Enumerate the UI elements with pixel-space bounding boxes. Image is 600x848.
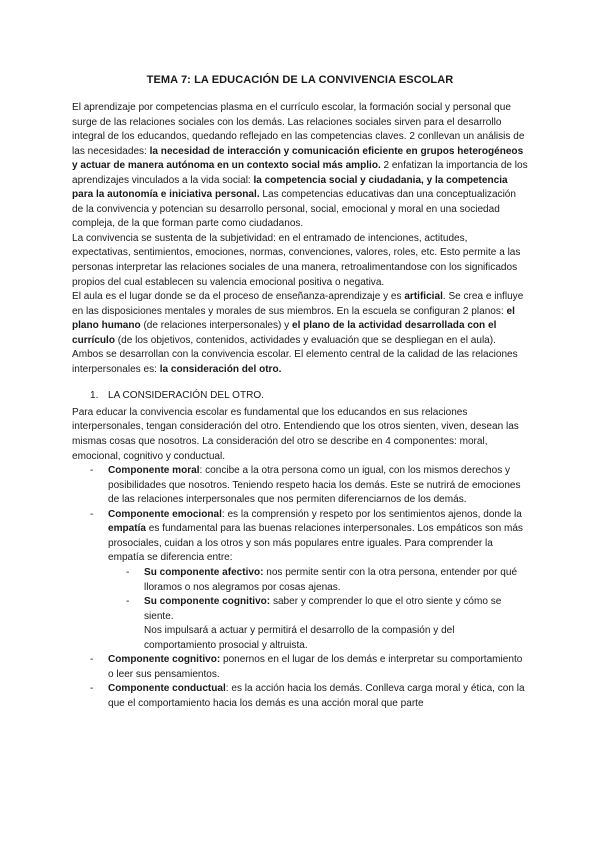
- sub-item-cognitivo: [72, 595, 528, 624]
- text-run: Las competencias educativas dan una conceptualización de la convivencia y potencian su desarrollo personal, social, emocional y moral en una sociedad compleja, de la que forman parte como ciudadanos.: [72, 189, 516, 230]
- bold-run: la necesidad de interacción y comunicación eficiente en grupos heterogéneos y actuar de manera autónoma en un contexto social más amplio.: [72, 145, 524, 172]
- bold-run: artificial: [404, 291, 443, 303]
- text-run: El aula es el lugar donde se da el proceso de enseñanza-aprendizaje y es: [72, 291, 405, 303]
- text-run: (de relaciones interpersonales) y: [140, 320, 292, 332]
- bold-run: la competencia social y ciudadania, y la competencia para la autonomía e iniciativa personal.: [72, 174, 508, 201]
- bold-run: empatía: [108, 523, 146, 535]
- text-run: El aprendizaje por competencias plasma en el currículo escolar, la formación social y personal que surge de las relaciones sociales con los demás. Las relaciones sociales sirven para el desarrollo integral de los educandos, quedando reflejado en las competencias claves. 2 conllevan un análisis de las necesidades:: [72, 102, 525, 157]
- section-heading: [72, 389, 528, 404]
- list-bullet: -: [90, 508, 94, 520]
- text-run: : es la comprensión y respeto por los sentimientos ajenos, donde la: [221, 508, 522, 520]
- text-run: 2 enfatizan la importancia de los aprendizajes vinculados a la vida social:: [72, 160, 528, 186]
- sub-item-afectivo: [72, 566, 528, 595]
- list-item-conductual: [72, 682, 528, 711]
- text-run: : concibe a la otra persona como un igual, con los mismos derechos y posibilidades que nosotros. Teniendo respeto hacia los demás. Este se nutrirá de emociones de las relaciones interpersonales que nos permiten diferenciarnos de los demás.: [108, 465, 521, 506]
- text-run: : es la acción hacia los demás. Conlleva carga moral y ética, con la que el comportamiento hacia los demás es una acción moral que parte: [108, 683, 525, 709]
- bold-run: Componente cognitivo:: [108, 654, 221, 666]
- bold-run: el plano de la actividad desarrollada con el currículo: [72, 320, 497, 346]
- list-bullet: -: [126, 596, 130, 608]
- bold-run: Componente emocional: [108, 508, 222, 520]
- text-run: ponernos en el lugar de los demás e interpretar su comportamiento o leer sus pensamientos.: [108, 654, 523, 680]
- bold-run: Componente moral: [108, 465, 200, 477]
- section-number: 1.: [90, 390, 99, 402]
- list-item-emocional: [72, 508, 528, 566]
- section-heading-text: LA CONSIDERACIÓN DEL OTRO.: [108, 390, 264, 402]
- bold-run: Componente conductual: [108, 683, 226, 695]
- list-item-moral: [72, 464, 528, 508]
- components-list: [72, 464, 528, 711]
- bold-run: Su componente afectivo:: [144, 566, 264, 578]
- text-run: (de los objetivos, contenidos, actividades y evaluación que se despliegan en el aula). Ambos se desarrollan con la convivencia escolar. El elemento central de la calidad de las relaciones interpersonales es:: [72, 334, 518, 375]
- classroom-paragraph: [72, 290, 528, 377]
- page-title: TEMA 7: LA EDUCACIÓN DE LA CONVIVENCIA ESCOLAR: [146, 74, 454, 86]
- sub-item-continuation: Nos impulsará a actuar y permitirá el desarrollo de la compasión y del comportamiento prosocial y altruista.: [144, 625, 455, 651]
- subjectivity-paragraph: La convivencia se sustenta de la subjetividad: en el entramado de intenciones, actitudes, expectativas, sentimientos, emociones, normas, convenciones, valores, roles, etc. Esto permite a las personas interpretar las relaciones sociales de una manera, retroalimentandose con los significados propios del cual establecen su valencia emocional positiva o negativa.: [72, 232, 521, 288]
- list-bullet: -: [90, 465, 94, 477]
- text-run: nos permite sentir con la otra persona, entender por qué lloramos o nos alegramos por cosas ajenas.: [144, 566, 518, 593]
- list-bullet: -: [90, 654, 94, 666]
- bold-run: la consideración del otro.: [159, 363, 282, 375]
- text-run: saber y comprender lo que el otro siente y cómo se siente.: [144, 596, 502, 622]
- text-run: es fundamental para las buenas relaciones interpersonales. Los empáticos son más prosociales, cuidan a los otros y son más populares entre iguales. Para comprender la empatía se diferencia entre:: [108, 523, 523, 564]
- section-intro-paragraph: Para educar la convivencia escolar es fundamental que los educandos en sus relaciones interpersonales, tengan consideración del otro. Entendiendo que los otros sienten, viven, desean las mismas cosas que nosotros. La consideración del otro se describe en 4 componentes: moral, emocional, cognitivo y conductual.: [72, 406, 519, 462]
- list-bullet: -: [126, 566, 130, 578]
- intro-paragraph: [72, 101, 528, 232]
- text-run: . Se crea e influye en las disposiciones mentales y morales de sus miembros. En la escuela se configuran 2 planos:: [72, 291, 524, 317]
- bold-run: Su componente cognitivo:: [144, 596, 271, 608]
- bold-run: el plano humano: [72, 305, 515, 332]
- document-page: [72, 74, 528, 711]
- list-bullet: -: [90, 683, 94, 695]
- list-item-cognitivo: [72, 653, 528, 682]
